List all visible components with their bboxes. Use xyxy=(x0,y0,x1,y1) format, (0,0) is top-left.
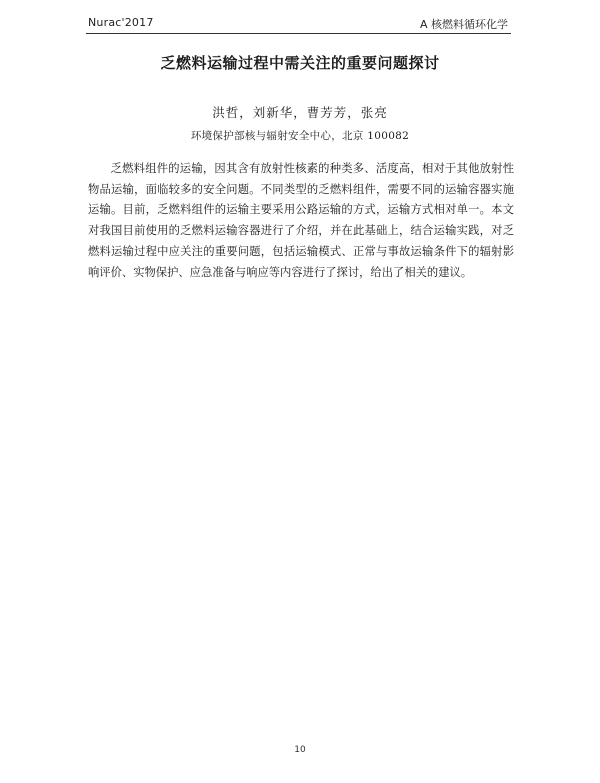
paper-title: 乏燃料运输过程中需关注的重要问题探讨 xyxy=(160,54,440,72)
header-rule xyxy=(86,33,511,34)
abstract-paragraph: 乏燃料组件的运输，因其含有放射性核素的种类多、活度高，相对于其他放射性物品运输，面临较多的安全问题。不同类型的乏燃料组件，需要不同的运输容器实施运输。目前，乏燃料组件的运输主要采用公路运输的方式，运输方式相对单一。本文对我国目前使用的乏燃料运输容器进行了介绍，并在此基础上，结合运输实践，对乏燃料运输过程中应关注的重要问题，包括运输模式、正常与事故运输条件下的辐射影响评价、实物保护、应急准备与响应等内容进行了探讨，给出了相关的建议。 xyxy=(88,162,514,279)
page-number: 10 xyxy=(294,745,306,755)
author-list: 洪哲，刘新华，曹芳芳，张亮 xyxy=(212,105,388,120)
section-name: A 核燃料循环化学 xyxy=(419,18,508,31)
author-affiliation: 环境保护部核与辐射安全中心，北京 100082 xyxy=(190,130,410,142)
conference-name: Nurac'2017 xyxy=(88,16,154,29)
running-header xyxy=(88,16,508,30)
